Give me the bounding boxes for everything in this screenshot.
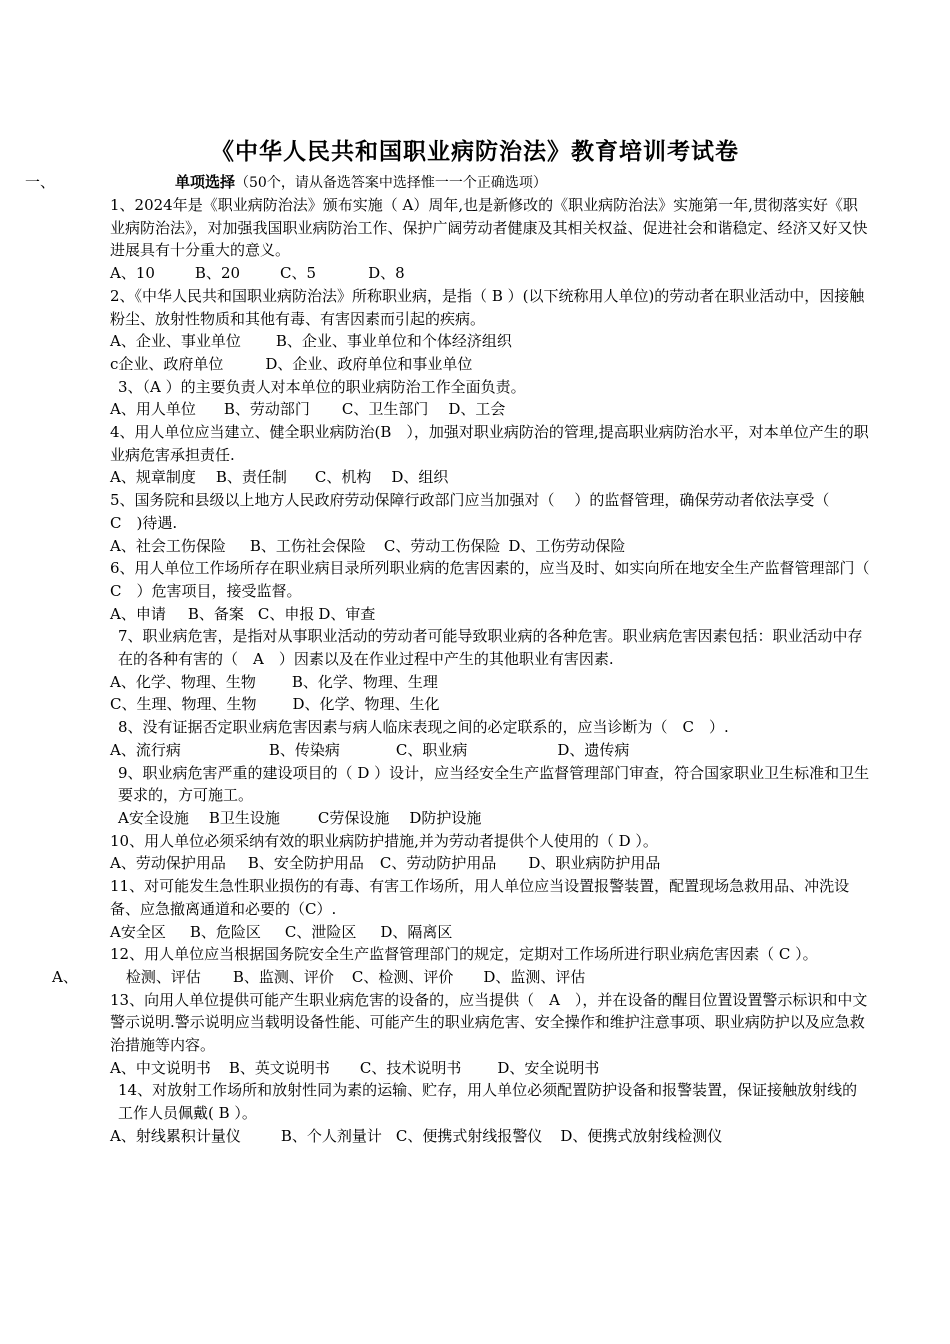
options-row xyxy=(110,466,872,489)
option-item: C劳保设施 xyxy=(317,808,390,827)
option-item: C、便携式射线报警仪 xyxy=(395,1126,543,1145)
option-item: A、社会工伤保险 xyxy=(110,536,226,555)
section-header xyxy=(25,171,925,192)
option-item: A、10 xyxy=(110,264,155,283)
option-item: D、化学、物理、生化 xyxy=(292,695,440,714)
option-item: D、组织 xyxy=(391,468,449,487)
option-item: C、生理、物理、生物 xyxy=(110,695,257,714)
option-item: A安全区 xyxy=(110,922,166,941)
option-item: B、安全防护用品 xyxy=(247,854,364,873)
option-item: A、劳动保护用品 xyxy=(110,854,226,873)
option-item: C、申报 xyxy=(257,604,315,623)
option-item: A、规章制度 xyxy=(110,468,196,487)
options-row xyxy=(110,739,872,762)
option-item: A、化学、物理、生物 xyxy=(110,672,256,691)
question-text: 8、没有证据否定职业病危害因素与病人临床表现之间的必定联系的，应当诊断为（ C ）. xyxy=(118,718,729,737)
option-item: B、企业、事业单位和个体经济组织 xyxy=(275,332,512,351)
option-item: D、职业病防护用品 xyxy=(528,854,661,873)
option-item: C、劳动防护用品 xyxy=(379,854,497,873)
question-text: 7、职业病危害，是指对从事职业活动的劳动者可能导致职业病的各种危害。职业病危害因素包括：职业活动中存在的各种有害的（ A ）因素以及在作业过程中产生的其他职业有害因素. xyxy=(118,627,863,669)
options-row xyxy=(110,693,872,716)
question-text: 12、用人单位应当根据国务院安全生产监督管理部门的规定，定期对工作场所进行职业病危害因素（ C ）。 xyxy=(110,945,818,964)
options-row xyxy=(110,852,872,875)
option-item: B、化学、物理、生理 xyxy=(291,672,438,691)
option-item: A、申请 xyxy=(110,604,166,623)
options-row xyxy=(110,1057,872,1080)
option-item: A、用人单位 xyxy=(110,400,196,419)
question-list xyxy=(52,194,885,1148)
options-row xyxy=(110,262,872,285)
question-text: 10、用人单位必须采纳有效的职业病防护措施,并为劳动者提供个人使用的（ D ）。 xyxy=(110,831,658,850)
option-item: B、个人剂量计 xyxy=(280,1126,382,1145)
option-item: A、企业、事业单位 xyxy=(110,332,241,351)
option-item: C、劳动工伤保险 xyxy=(383,536,501,555)
question-text: 4、用人单位应当建立、健全职业病防治(B ），加强对职业病防治的管理,提高职业病防治水平，对本单位产生的职业病危害承担责任. xyxy=(110,423,869,464)
option-item: D、企业、政府单位和事业单位 xyxy=(265,354,473,373)
option-item: D、监测、评估 xyxy=(483,967,586,986)
option-item: B卫生设施 xyxy=(208,808,280,827)
option-item: C、卫生部门 xyxy=(341,400,429,419)
option-item: A安全设施 xyxy=(118,808,189,827)
section-note: （50个，请从备选答案中选择惟一一个正确选项） xyxy=(235,175,547,191)
options-row xyxy=(110,330,872,353)
option-item: D、便携式放射线检测仪 xyxy=(560,1126,723,1145)
option-item: 检测、评估 xyxy=(125,967,201,986)
options-row xyxy=(110,671,872,694)
option-item: C、机构 xyxy=(314,468,372,487)
option-item: B、工伤社会保险 xyxy=(249,536,366,555)
option-item: B、英文说明书 xyxy=(228,1058,330,1077)
question-text: 13、向用人单位提供可能产生职业病危害的设备的，应当提供（ A ），并在设备的醒目位置设置警示标识和中文警示说明.警示说明应当载明设备性能、可能产生的职业病危害、安全操作和维护注意事项、职业病防护以及应急救治措施等内容。 xyxy=(110,990,868,1055)
option-item: D、审查 xyxy=(318,604,376,623)
option-item: B、监测、评价 xyxy=(232,967,334,986)
question-text: 11、对可能发生急性职业损伤的有毒、有害工作场所，用人单位应当设置报警装置，配置现场急救用品、冲洗设备、应急撤离通道和必要的（C）. xyxy=(110,877,850,918)
option-item: B、劳动部门 xyxy=(223,400,310,419)
question-text: 14、对放射工作场所和放射性同为素的运输、贮存，用人单位必须配置防护设备和报警装置，保证接触放射线的工作人员佩戴( B ）。 xyxy=(118,1081,858,1123)
options-row xyxy=(110,1125,872,1148)
question-text: 6、用人单位工作场所存在职业病目录所列职业病的危害因素的，应当及时、如实向所在地安全生产监督管理部门（ C ）危害项目，接受监督。 xyxy=(110,559,885,600)
options-row xyxy=(110,535,872,558)
option-item: C、职业病 xyxy=(395,740,468,759)
option-item: B、责任制 xyxy=(215,468,287,487)
option-item: A、流行病 xyxy=(110,740,181,759)
question-text: 1、2024年是《职业病防治法》颁布实施（ A）周年,也是新修改的《职业病防治法》实施第一年,贯彻落实好《职业病防治法》，对加强我国职业病防治工作、保护广阔劳动者健康及其相关权益、促进社会和谐稳定、经济又好又快进展具有十分重大的意义。 xyxy=(110,196,868,260)
option-item: D、工会 xyxy=(448,400,506,419)
option-item: B、传染病 xyxy=(268,740,340,759)
options-row xyxy=(110,807,872,830)
option-item: D、工伤劳动保险 xyxy=(508,536,626,555)
option-item: A、中文说明书 xyxy=(110,1058,211,1077)
page-title: 《中华人民共和国职业病防治法》教育培训考试卷 xyxy=(211,138,739,165)
option-item: D、隔离区 xyxy=(380,922,453,941)
option-item: C、技术说明书 xyxy=(359,1058,462,1077)
options-row xyxy=(52,966,872,989)
option-item: A、射线累积计量仪 xyxy=(110,1126,241,1145)
option-item: B、20 xyxy=(194,264,241,283)
options-row xyxy=(110,921,872,944)
question-text: 9、职业病危害严重的建设项目的（ D ）设计，应当经安全生产监督管理部门审查，符合国家职业卫生标准和卫生要求的，方可施工。 xyxy=(118,763,870,805)
option-item: B、备案 xyxy=(187,604,244,623)
option-item: D、安全说明书 xyxy=(497,1058,600,1077)
options-row xyxy=(110,353,872,376)
question-text: 5、国务院和县级以上地方人民政府劳动保障行政部门应当加强对（ ）的监督管理，确保劳动者依法享受（ C )待遇. xyxy=(110,491,845,532)
option-item: B、危险区 xyxy=(189,922,261,941)
options-row xyxy=(110,603,872,626)
option-item: C、5 xyxy=(280,264,317,283)
option-item: D、遗传病 xyxy=(557,740,630,759)
question-text: 2、《中华人民共和国职业病防治法》所称职业病，是指（ B ）(以下统称用人单位)的劳动者在职业活动中，因接触粉尘、放射性物质和其他有毒、有害因素而引起的疾病。 xyxy=(110,286,865,328)
option-item: A、 xyxy=(52,967,78,986)
section-number: 一、 xyxy=(25,173,56,191)
options-row xyxy=(110,398,872,421)
option-item: D、8 xyxy=(368,264,405,283)
section-title: 单项选择 xyxy=(175,173,236,191)
option-item: C、检测、评价 xyxy=(351,967,454,986)
option-item: C、泄险区 xyxy=(284,922,357,941)
option-item: D防护设施 xyxy=(409,808,482,827)
question-text: 3、（A ）的主要负责人对本单位的职业病防治工作全面负责。 xyxy=(118,377,526,396)
option-item: c企业、政府单位 xyxy=(110,354,224,373)
